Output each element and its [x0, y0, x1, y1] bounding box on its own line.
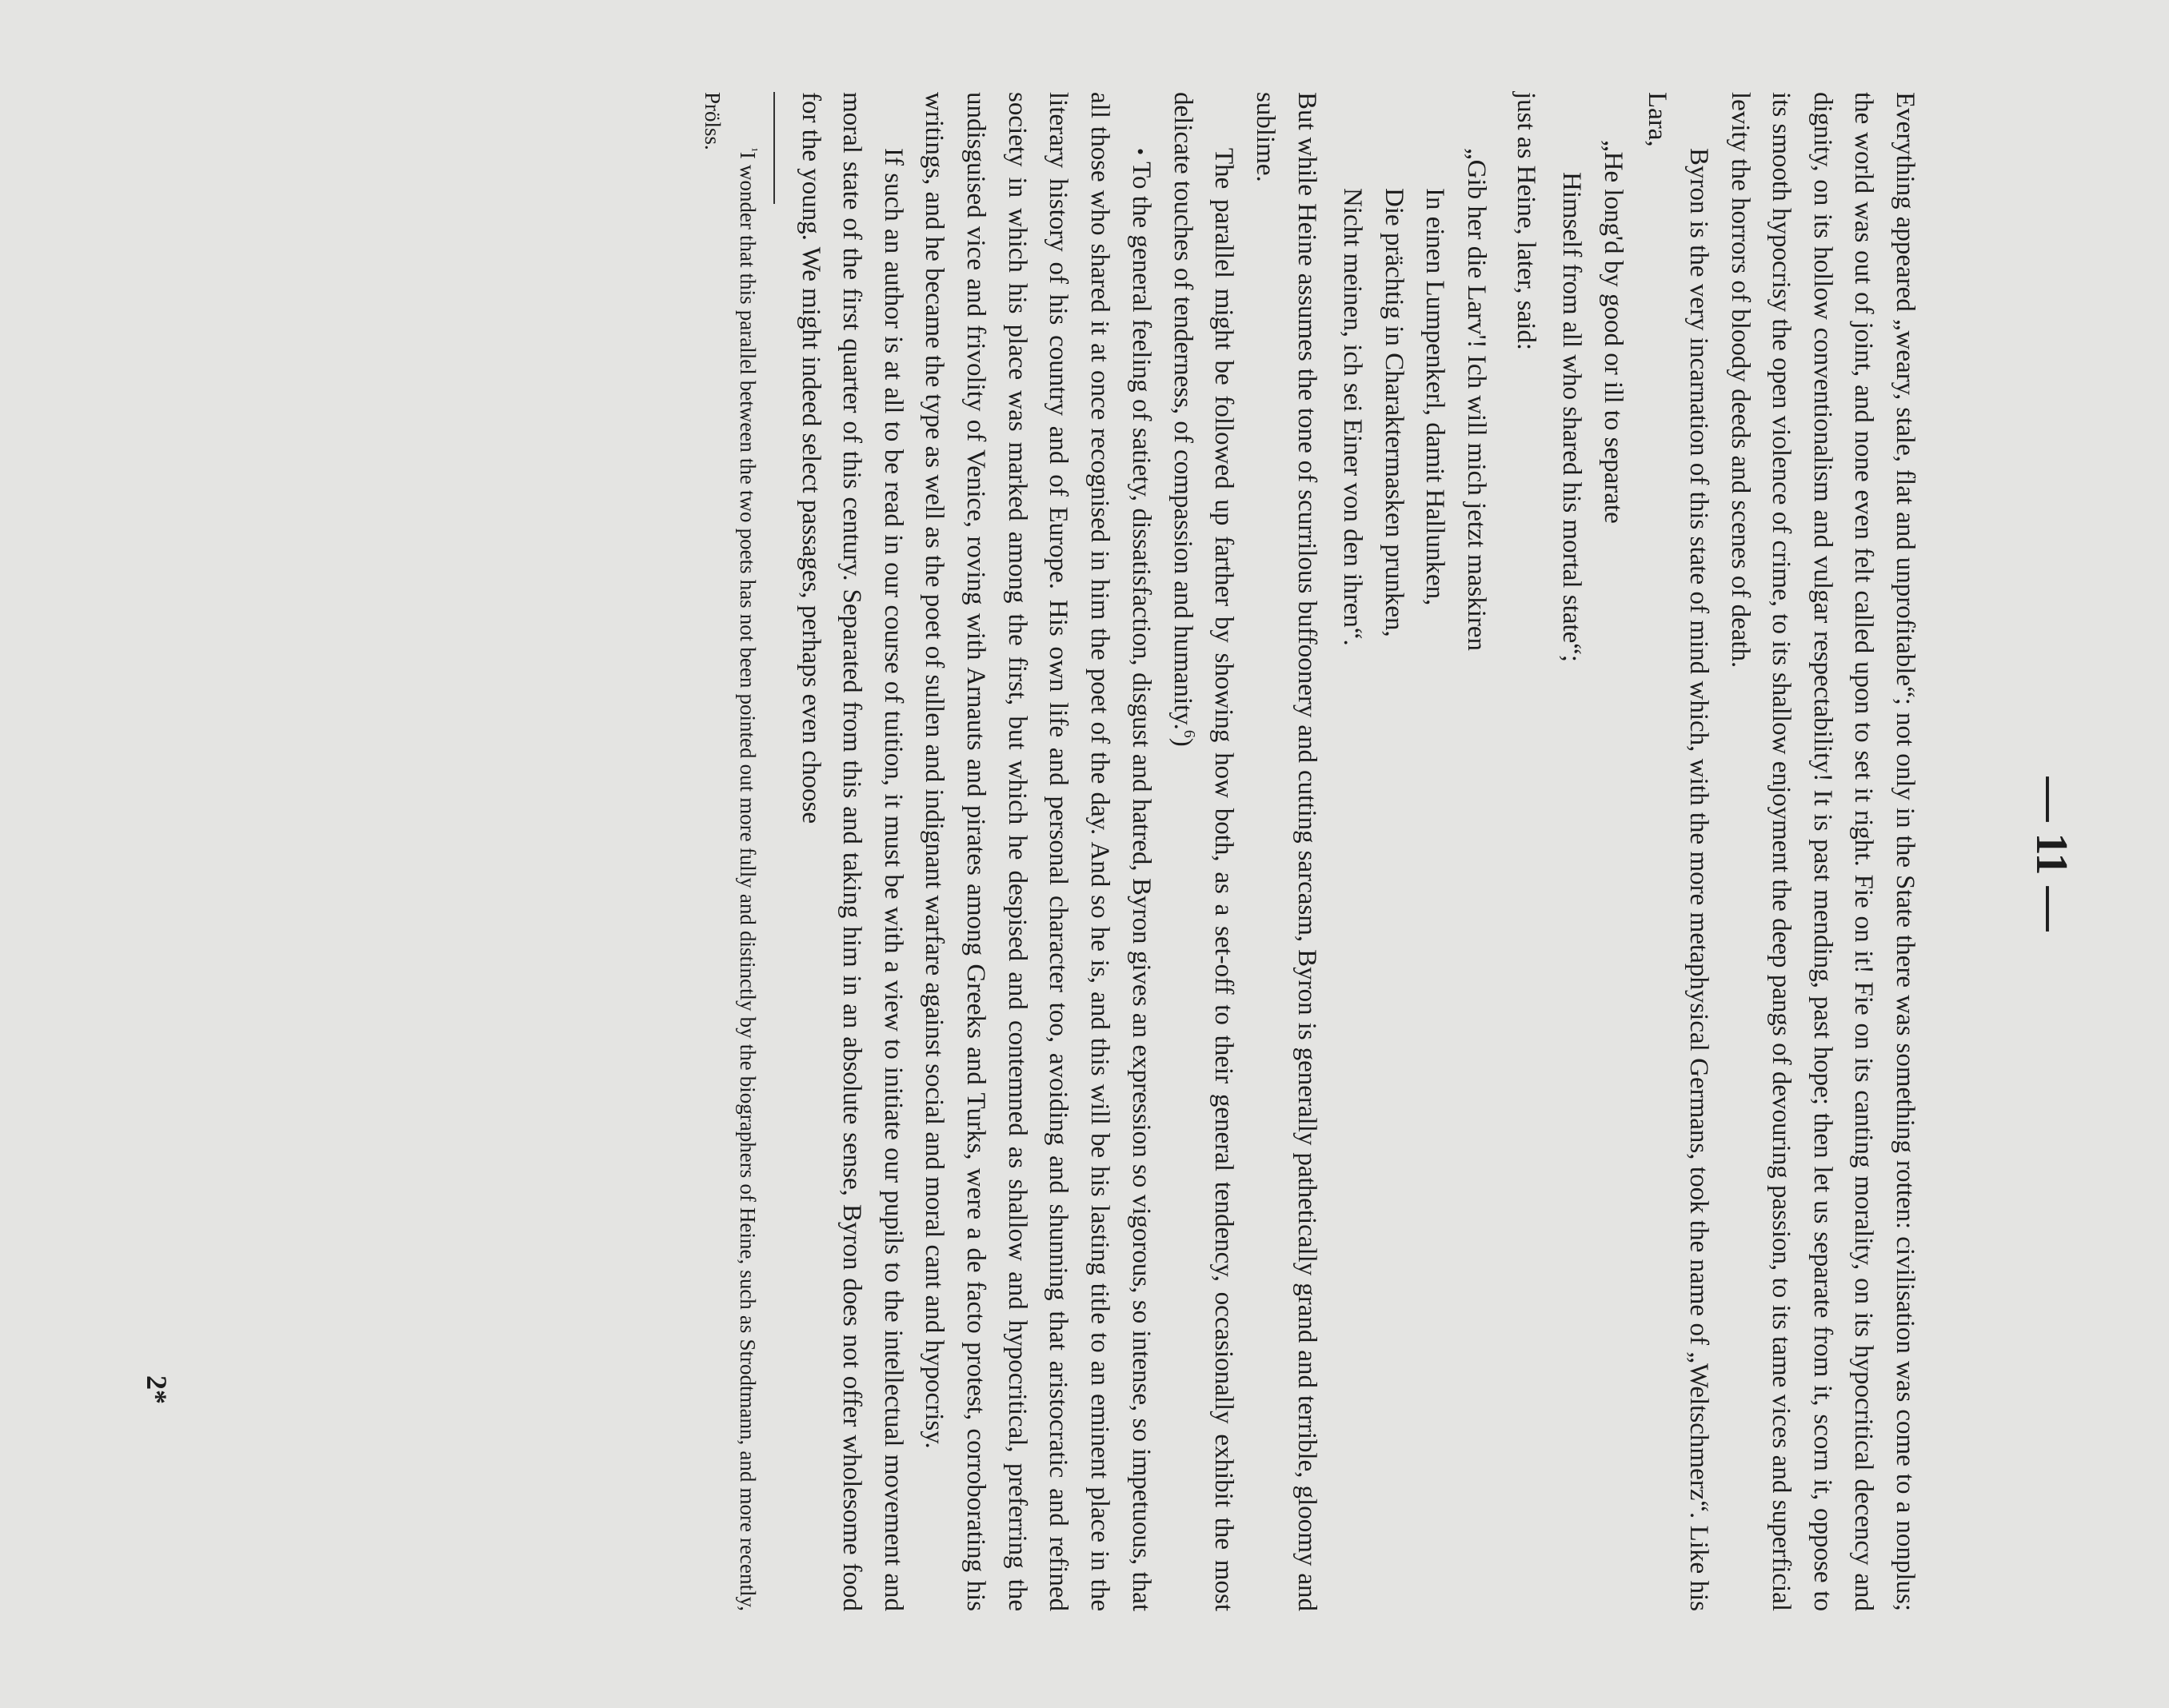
- quote-line: Die prächtig in Charaktermasken prunken,: [1379, 188, 1408, 637]
- quote-line: „Gib her die Larv'! Ich will mich jetzt maskiren: [1462, 148, 1492, 652]
- quote-line: Nicht meinen, ich sei Einer von den ihren“.: [1338, 188, 1368, 646]
- paragraph-3: But while Heine assumes the tone of scurrilous buffoonery and cutting sarcasm, Byron is generally pathetically grand and terrible, gloomy and sublime.: [1251, 92, 1321, 1611]
- paragraph-intro-heine: just as Heine, later, said:: [1511, 92, 1540, 351]
- quote-lara: [1551, 92, 1633, 1611]
- paragraph-4: [1161, 92, 1244, 1611]
- paragraph-1: Everything appeared „weary, stale, flat and unprofitable“; not only in the State there was something rotten: civilisation was come to a nonplus; the world was out of joint, and none even felt called upon to set it right. Fie on it! Fie on its canting morality, on its hypocritical decency and dignity, on its hollow conventionalism and vulgar respectability! It is past mending, past hope; then let us separate from it, scorn it, oppose to its smooth hypocrisy the open violence of crime, to its shallow enjoyment the deep pangs of devouring passion, to its tame vices and superficial levity the horrors of bloody deeds and scenes of death.: [1725, 92, 1919, 1611]
- paragraph-2: Byron is the very incarnation of this state of mind which, with the more metaphysical Germans, took the name of „Weltschmerz“. Like his Lara,: [1643, 92, 1714, 1611]
- page-number-header: — 11 —: [2027, 776, 2076, 932]
- footnote: [695, 92, 765, 1611]
- text-column: [695, 92, 1925, 1611]
- quote-line: Himself from all who shared his mortal state“;: [1557, 172, 1587, 663]
- footnote-divider: [773, 92, 775, 204]
- bullet-mark: •: [1128, 148, 1152, 156]
- footnote-marker: ¹: [745, 148, 760, 152]
- quote-line: In einen Lumpenkerl, damit Hallunken,: [1420, 188, 1450, 606]
- quote-heine: [1332, 92, 1496, 1611]
- footnote-text: I wonder that this parallel between the two poets has not been pointed out more fully and distinctly by the biographers of Heine, such as Strodtmann, and more recently, Prölss.: [700, 92, 760, 1611]
- footnote-reference: 6: [1180, 729, 1198, 738]
- quote-line: „He long'd by good or ill to separate: [1598, 140, 1628, 524]
- paragraph-6: If such an author is at all to be read in our course of tuition, it must be with a view to initiate our pupils to the intellectual movement and moral state of the first quarter of this century. Separated from this and taking him in an absolute sense, Byron does not offer wholesome food for the young. We might indeed select passages, perhaps even choose: [796, 92, 908, 1611]
- footnote-reference-close: ): [1168, 737, 1197, 747]
- paragraph-5: [913, 92, 1162, 1611]
- paragraph-4-text: The parallel might be followed up farther by showing how both, as a set-off to their general tendency, occasionally exhibit the most delicate touches of tenderness, of compassion and humanity.: [1168, 92, 1239, 1611]
- signature-mark: 2*: [141, 1375, 173, 1404]
- paragraph-5-text: To the general feeling of satiety, dissatisfaction, disgust and hatred, Byron gives an expression so vigorous, so intense, so impetuous, that all those who shared it at once recognised in him the poet of the day. And so he is, and this will be his lasting title to an eminent place in the literary history of his country and of Europe. His own life and personal character too, avoiding and shunning that aristocratic and refined society in which his place was marked among the first, but which he despised and contemned as shallow and hypocritical, preferring the undisguised vice and frivolity of Venice, roving with Arnauts and pirates among Greeks and Turks, were a de facto protest, corroborating his writings, and he became the type as well as the poet of sullen and indignant warfare against social and moral cant and hypocrisy.: [920, 92, 1156, 1611]
